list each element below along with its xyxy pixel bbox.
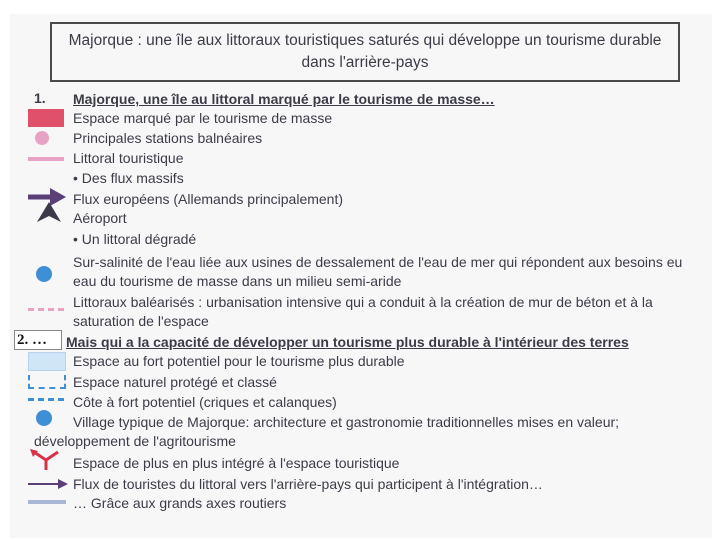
salinity-circle-icon bbox=[36, 266, 52, 282]
legend-text-balearized-2: saturation de l'espace bbox=[73, 313, 209, 329]
legend-text-mass-tourism: Espace marqué par le tourisme de masse bbox=[73, 110, 333, 126]
tourist-coast-line-icon bbox=[28, 157, 64, 161]
airplane-icon bbox=[36, 200, 62, 224]
legend-text-tourist-flow: Flux de touristes du littoral vers l'arrière-pays qui participent à l'intégration… bbox=[73, 476, 543, 492]
legend-text-potential-coast: Côte à fort potentiel (criques et calanques) bbox=[73, 394, 337, 410]
section-2-heading: Mais qui a la capacité de développer un tourisme plus durable à l'intérieur des terres bbox=[66, 334, 629, 350]
mass-tourism-swatch-icon bbox=[28, 109, 64, 127]
road-line-icon bbox=[28, 500, 66, 504]
resort-circle-icon bbox=[35, 131, 49, 145]
section-1-heading: Majorque, une île au littoral marqué par le tourisme de masse… bbox=[73, 91, 495, 107]
potential-coast-line-icon bbox=[28, 398, 64, 401]
tourist-flow-arrow-icon bbox=[28, 478, 70, 490]
legend-text-tourist-coast: Littoral touristique bbox=[73, 150, 184, 166]
legend-text-integrated-space: Espace de plus en plus intégré à l'espace touristique bbox=[73, 455, 400, 471]
legend-text-airport: Aéroport bbox=[73, 210, 127, 226]
village-circle-icon bbox=[36, 410, 52, 426]
title-line-1: Majorque : une île aux littoraux touristiques saturés qui développe un tourisme durable bbox=[68, 32, 662, 49]
title-line-2: dans l'arrière-pays bbox=[301, 54, 429, 71]
section-2-number: 2. … bbox=[14, 330, 62, 350]
legend-text-village-1: Village typique de Majorque: architecture et gastronomie traditionnelles mises en valeur; bbox=[73, 414, 620, 430]
legend-text-degraded-coast: • Un littoral dégradé bbox=[73, 231, 197, 247]
legend-text-resorts: Principales stations balnéaires bbox=[73, 130, 263, 146]
potential-area-swatch-icon bbox=[28, 352, 66, 371]
legend-text-salinity-2: eau du tourisme de masse dans un milieu semi-aride bbox=[73, 273, 402, 289]
legend-text-protected-area: Espace naturel protégé et classé bbox=[73, 374, 277, 390]
legend-text-salinity-1: Sur-salinité de l'eau liée aux usines de dessalement de l'eau de mer qui répondent aux besoins eu bbox=[73, 254, 683, 270]
legend-text-massive-flows: • Des flux massifs bbox=[73, 170, 184, 186]
legend-text-balearized-1: Littoraux baléarisés : urbanisation intensive qui a conduit à la création de mur de béton et à la bbox=[73, 294, 653, 310]
title-box bbox=[50, 22, 680, 82]
legend-text-european-flows: Flux européens (Allemands principalement) bbox=[73, 191, 344, 207]
balearized-coast-line-icon bbox=[28, 308, 64, 311]
legend-text-potential-area: Espace au fort potentiel pour le tourisme plus durable bbox=[73, 353, 405, 369]
legend-text-roads: … Grâce aux grands axes routiers bbox=[73, 495, 287, 511]
section-1-number: 1. bbox=[34, 90, 46, 106]
integrated-space-arrow-icon bbox=[28, 448, 64, 472]
protected-area-frame-icon bbox=[28, 375, 66, 389]
legend-text-village-2: développement de l'agritourisme bbox=[34, 433, 236, 449]
